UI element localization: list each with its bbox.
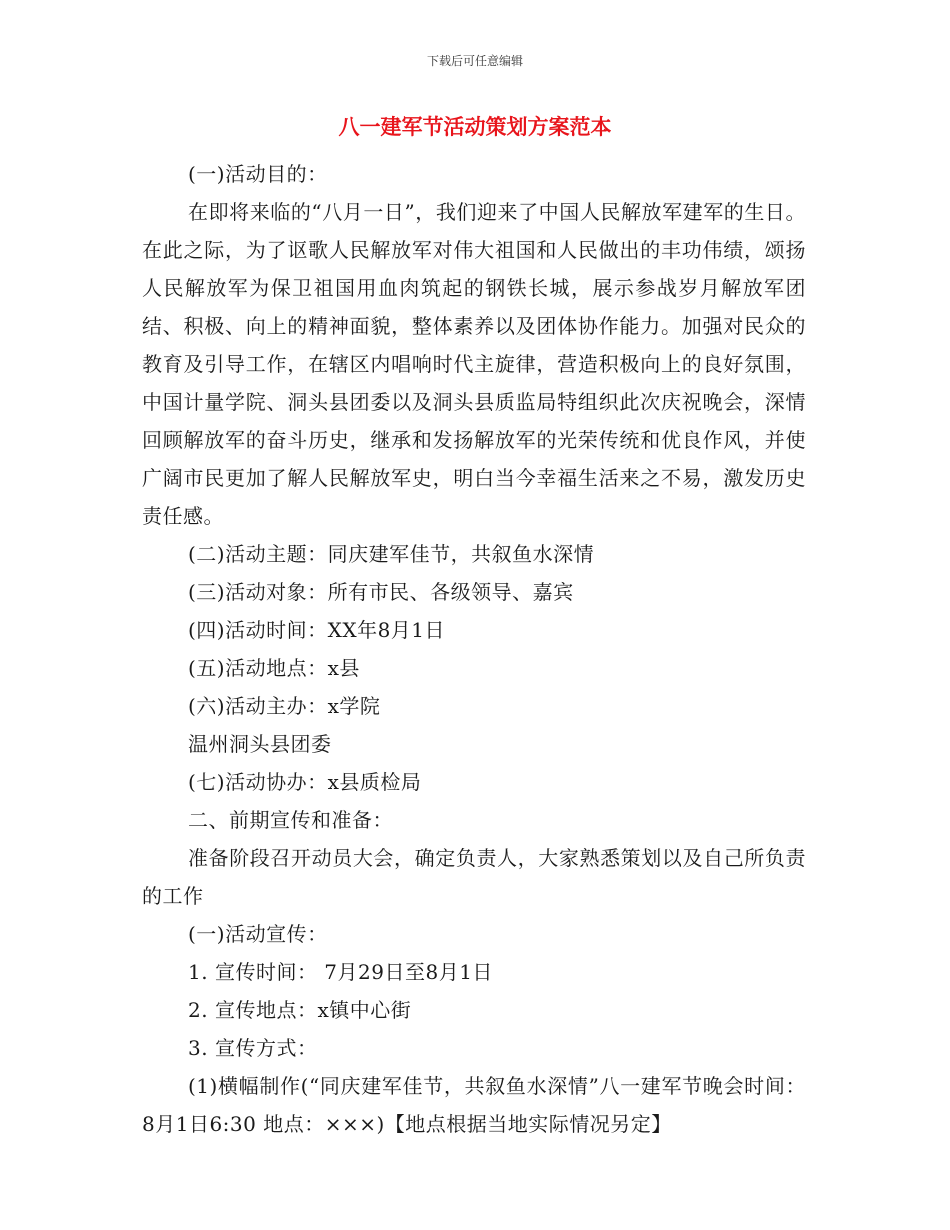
paragraph-audience: (三)活动对象：所有市民、各级领导、嘉宾 [188,580,574,604]
paragraph-organizer: (六)活动主办：x学院 [188,694,381,718]
paragraph-time: (四)活动时间：XX年8月1日 [188,618,446,642]
document-body [142,155,806,1143]
paragraph-organizer-2: 温州洞头县团委 [188,732,332,756]
paragraph-location: (五)活动地点：x县 [188,656,360,680]
paragraph-publicity-heading: (一)活动宣传： [188,922,328,946]
paragraph-publicity-method: 3. 宣传方式： [188,1036,318,1060]
paragraph-theme: (二)活动主题：同庆建军佳节，共叙鱼水深情 [188,542,595,566]
paragraph-publicity-place: 2. 宣传地点：x镇中心街 [188,998,412,1022]
paragraph-purpose-heading: (一)活动目的： [188,162,328,186]
page-header-note: 下载后可任意编辑 [426,54,523,68]
paragraph-co-organizer: (七)活动协办：x县质检局 [188,770,422,794]
paragraph-purpose-body: 在即将来临的“八月一日”，我们迎来了中国人民解放军建军的生日。在此之际，为了讴歌人民解放军对伟大祖国和人民做出的丰功伟绩，颂扬人民解放军为保卫祖国用血肉筑起的钢铁长城，展示参战岁月解放军团结、积极、向上的精神面貌，整体素养以及团体协作能力。加强对民众的教育及引导工作，在辖区内唱响时代主旋律，营造积极向上的良好氛围，中国计量学院、洞头县团委以及洞头县质监局特组织此次庆祝晚会，深情回顾解放军的奋斗历史，继承和发扬解放军的光荣传统和优良作风，并使广阔市民更加了解人民解放军史，明白当今幸福生活来之不易，激发历史责任感。 [142,200,806,528]
paragraph-banner: (1)横幅制作(“同庆建军佳节，共叙鱼水深情”八一建军节晚会时间：8月1日6:30 地点：×××)【地点根据当地实际情况另定】 [142,1074,806,1136]
paragraph-publicity-time: 1. 宣传时间： 7月29日至8月1日 [188,960,493,984]
paragraph-section-2-heading: 二、前期宣传和准备： [188,808,393,832]
paragraph-preparation: 准备阶段召开动员大会，确定负责人，大家熟悉策划以及自己所负责的工作 [142,846,806,908]
document-title: 八一建军节活动策划方案范本 [338,115,612,139]
